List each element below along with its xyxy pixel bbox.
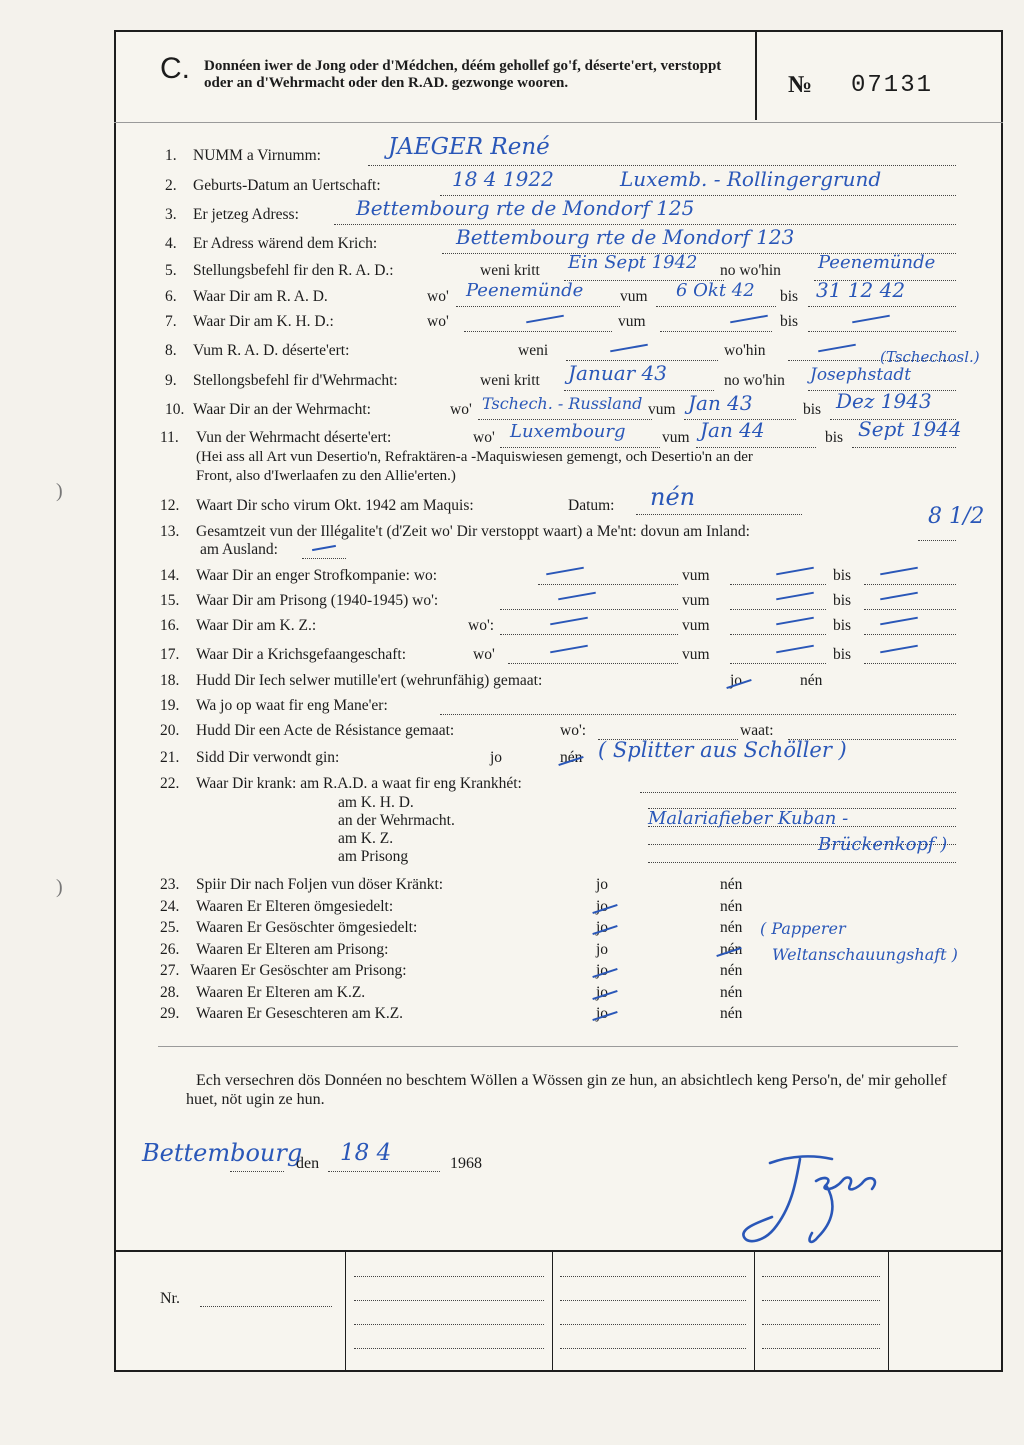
row-number: 8. (165, 342, 177, 359)
number-sign: № (788, 72, 813, 98)
option-jo: jo (596, 962, 609, 979)
fill-line (560, 1300, 746, 1301)
fill-line (918, 540, 956, 541)
row-number: 7. (165, 313, 177, 330)
row-label: Waaren Er Geseschteren am K.Z. (196, 1005, 404, 1022)
row-label: Waaren Er Elteren am Prisong: (196, 941, 389, 958)
section-letter: C. (160, 52, 190, 85)
fill-line (864, 634, 956, 635)
hw-des-wo: Luxembourg (510, 421, 626, 442)
row-label: Waar Dir am R. A. D. (193, 288, 328, 305)
section-rule (158, 1046, 958, 1047)
row-label: Waar Dir am K. H. D.: (193, 313, 334, 330)
fill-line (730, 663, 826, 664)
fill-line (730, 634, 826, 635)
fill-line (200, 1306, 332, 1307)
option-jo: jo (596, 1005, 609, 1022)
row-label: wo' (427, 288, 449, 305)
fill-line (354, 1348, 544, 1349)
row-label: wo' (450, 401, 472, 418)
fill-line (230, 1171, 284, 1172)
row-label: Waar Dir an der Wehrmacht: (193, 401, 371, 418)
row-number: 4. (165, 235, 177, 252)
punch-hole-mark: ) (56, 876, 63, 898)
hw-wound: ( Splitter aus Schöller ) (598, 738, 847, 762)
option-nen: nén (720, 919, 743, 936)
option-nen: nén (800, 672, 823, 689)
fill-line (762, 1276, 880, 1277)
hw-side-note-1: ( Papperer (760, 919, 846, 938)
hw-day: 18 4 (340, 1140, 392, 1166)
fill-line (640, 792, 956, 793)
hw-rad-wo: Peenemünde (466, 280, 584, 301)
row-label: Er jetzeg Adress: (193, 206, 299, 223)
option-jo: jo (596, 876, 609, 893)
row-label: vum (682, 646, 710, 663)
option-nen: nén (720, 941, 743, 958)
fill-line (636, 514, 802, 515)
row-number: 9. (165, 372, 177, 389)
row-label: Waar Dir am K. Z.: (196, 617, 317, 634)
option-jo: jo (596, 984, 609, 1001)
row-label: wo': (560, 722, 587, 739)
hw-side-note-2: Weltanschauungshaft ) (772, 945, 958, 964)
hw-birth-date: 18 4 1922 (452, 167, 554, 191)
row-label: weni (518, 342, 549, 359)
fill-line (440, 714, 956, 715)
footer-divider (888, 1250, 889, 1372)
row-label: Waar Dir a Krichsgefaangeschaft: (196, 646, 407, 663)
option-nen: nén (720, 876, 743, 893)
row-label: vum (682, 567, 710, 584)
row-label: Waart Dir scho virum Okt. 1942 am Maquis: (196, 497, 474, 514)
option-jo: jo (596, 941, 609, 958)
row-number: 21. (160, 749, 180, 766)
row-label: wo': (468, 617, 495, 634)
signature (722, 1145, 892, 1255)
hw-wm-where-2: (Tschechosl.) (880, 348, 980, 366)
hw-wm-from: Jan 43 (688, 391, 753, 415)
row-number: 5. (165, 262, 177, 279)
fill-line (500, 634, 678, 635)
row-number: 17. (160, 646, 180, 663)
row-label: bis (780, 313, 799, 330)
row-label: am Ausland: (200, 541, 278, 558)
row-label: vum (662, 429, 690, 446)
row-label: bis (825, 429, 844, 446)
fill-line (560, 1324, 746, 1325)
option-nen: nén (720, 1005, 743, 1022)
row-label: Waar Dir krank: am R.A.D. a waat fir eng Krankhét: (196, 775, 522, 792)
fill-line (730, 609, 826, 610)
row-number: 29. (160, 1005, 180, 1022)
row-label: vum (682, 617, 710, 634)
row-number: 3. (165, 206, 177, 223)
row-number: 19. (160, 697, 180, 714)
row-number: 22. (160, 775, 180, 792)
hw-rad-from: 6 Okt 42 (676, 280, 755, 301)
fill-line (508, 663, 678, 664)
option-nen: nén (560, 749, 583, 766)
row-sub-label: am Prisong (338, 848, 409, 865)
row-number: 26. (160, 941, 180, 958)
fill-line (478, 419, 652, 420)
row-label: wo' (427, 313, 449, 330)
row-number: 24. (160, 898, 180, 915)
row-label: vum (620, 288, 648, 305)
hw-wm-wo: Tschech. - Russland (482, 394, 643, 413)
fill-line (456, 306, 620, 307)
row-label: Wa jo op waat fir eng Mane'er: (196, 697, 388, 714)
row-label: Waaren Er Elteren am K.Z. (196, 984, 366, 1001)
row-label: Spiir Dir nach Foljen vun döser Kränkt: (196, 876, 444, 893)
footer-nr-label: Nr. (160, 1290, 180, 1307)
option-jo: jo (596, 919, 609, 936)
row-label: NUMM a Virnumm: (193, 147, 321, 164)
fill-line (660, 331, 772, 332)
row-number: 13. (160, 523, 180, 540)
row-number: 18. (160, 672, 180, 689)
fill-line (354, 1324, 544, 1325)
section-title: Donnéen iwer de Jong oder d'Médchen, déém gehollef go'f, déserte'ert, verstoppt oder an d'Wehrmacht oder den R.AD. gezwonge wooren. (204, 58, 722, 91)
year-label: 1968 (450, 1155, 482, 1172)
fill-line (762, 1300, 880, 1301)
row-number: 20. (160, 722, 180, 739)
fill-line (538, 584, 678, 585)
option-jo: jo (490, 749, 503, 766)
row-number: 25. (160, 919, 180, 936)
footer-rule (114, 1250, 1003, 1252)
hw-wm-where: Josephstadt (810, 365, 912, 385)
row-label: weni kritt (480, 262, 540, 279)
row-sub-label: am K. Z. (338, 830, 394, 847)
row-label: Stellongsbefehl fir d'Wehrmacht: (193, 372, 398, 389)
footer-divider (754, 1250, 755, 1372)
row-label: waat: (740, 722, 774, 739)
row-label: Sidd Dir verwondt gin: (196, 749, 340, 766)
row-number: 1. (165, 147, 177, 164)
fill-line (808, 331, 956, 332)
row-number: 2. (165, 177, 177, 194)
option-nen: nén (720, 984, 743, 1001)
row-label: no wo'hin (720, 262, 781, 279)
hw-address-war: Bettembourg rte de Mondorf 123 (456, 225, 795, 249)
row-label: Waaren Er Elteren ömgesiedelt: (196, 898, 394, 915)
row-label: bis (833, 567, 852, 584)
hw-des-to: Sept 1944 (858, 417, 962, 441)
hw-maquis: nén (650, 483, 696, 511)
row-label: Stellungsbefehl fir den R. A. D.: (193, 262, 394, 279)
row-label: vum (682, 592, 710, 609)
row-note: Front, also d'Iwerlaafen zu den Allie'erten.) (196, 468, 456, 484)
fill-line (500, 609, 678, 610)
fill-line (852, 447, 956, 448)
row-sub-label: an der Wehrmacht. (338, 812, 455, 829)
row-label: wo' (473, 429, 495, 446)
row-number: 6. (165, 288, 177, 305)
row-label: wo' (473, 646, 495, 663)
row-label: vum (648, 401, 676, 418)
date-label: den (296, 1155, 320, 1172)
fill-line (808, 306, 956, 307)
punch-hole-mark: ) (56, 480, 63, 502)
fill-line (368, 165, 956, 166)
row-label: Hudd Dir Iech selwer mutille'ert (wehrunfähig) gemaat: (196, 672, 543, 689)
fill-line (560, 1348, 746, 1349)
fill-line (762, 1324, 880, 1325)
hw-rad-when: Ein Sept 1942 (568, 252, 698, 273)
hw-des-from: Jan 44 (700, 418, 765, 442)
declaration-text: Ech versechren dös Donnéen no beschtem Wöllen a Wössen gin ze hun, an absichtlech keng Perso'n, de' mir gehollef huet, nöt ugin ze hun. (186, 1072, 947, 1108)
option-jo: jo (730, 672, 743, 689)
row-label: Waar Dir am Prisong (1940-1945) wo': (196, 592, 439, 609)
fill-line (648, 862, 956, 863)
form-number: 07131 (851, 72, 934, 99)
row-label: wo'hin (724, 342, 766, 359)
hw-address-now: Bettembourg rte de Mondorf 125 (356, 196, 695, 220)
row-number: 27. (160, 962, 180, 979)
fill-line (864, 584, 956, 585)
hw-wm-to: Dez 1943 (836, 389, 932, 413)
fill-line (464, 331, 612, 332)
footer-divider (552, 1250, 553, 1372)
header-rule (114, 122, 756, 123)
hw-rad-where: Peenemünde (818, 252, 936, 273)
row-label: Waaren Er Gesöschter ömgesiedelt: (196, 919, 418, 936)
footer-divider (345, 1250, 346, 1372)
option-jo: jo (596, 898, 609, 915)
option-nen: nén (720, 962, 743, 979)
option-nen: nén (720, 898, 743, 915)
row-label: bis (780, 288, 799, 305)
row-number: 10. (165, 401, 185, 418)
row-label: Vum R. A. D. déserte'ert: (193, 342, 350, 359)
row-label: Waar Dir an enger Strofkompanie: wo: (196, 567, 438, 584)
row-number: 12. (160, 497, 180, 514)
fill-line (328, 1171, 440, 1172)
row-label: Gesamtzeit vun der Illégalite't (d'Zeit wo' Dir verstoppt waart) a Me'nt: dovun am Inland: (196, 523, 750, 540)
row-number: 15. (160, 592, 180, 609)
hw-place: Bettembourg (142, 1139, 303, 1167)
fill-line (864, 663, 956, 664)
row-label: Er Adress wärend dem Krich: (193, 235, 378, 252)
hw-wm-when: Januar 43 (568, 361, 667, 385)
fill-line (864, 609, 956, 610)
row-number: 16. (160, 617, 180, 634)
row-label: bis (833, 617, 852, 634)
row-label: Datum: (568, 497, 615, 514)
row-label: bis (833, 646, 852, 663)
row-label: Vun der Wehrmacht déserte'ert: (196, 429, 392, 446)
row-number: 14. (160, 567, 180, 584)
header-divider (755, 32, 757, 120)
row-number: 28. (160, 984, 180, 1001)
hw-sickness-2: Brückenkopf ) (818, 834, 948, 855)
hw-name: JAEGER René (388, 134, 550, 160)
row-label: bis (833, 592, 852, 609)
header-rule-right (755, 122, 1003, 123)
hw-sickness-1: Malariafieber Kuban - (648, 808, 849, 829)
row-label: Geburts-Datum an Uertschaft: (193, 177, 381, 194)
row-sub-label: am K. H. D. (338, 794, 414, 811)
row-label: vum (618, 313, 646, 330)
row-note: (Hei ass all Art vun Desertio'n, Refraktären-a -Maquiswiesen gemengt, och Desertio'n an der (196, 449, 753, 465)
row-label: weni kritt (480, 372, 540, 389)
fill-line (560, 1276, 746, 1277)
fill-line (354, 1276, 544, 1277)
fill-line (354, 1300, 544, 1301)
row-number: 11. (160, 429, 179, 446)
row-label: Hudd Dir een Acte de Résistance gemaat: (196, 722, 455, 739)
row-number: 23. (160, 876, 180, 893)
row-label: Waaren Er Gesöschter am Prisong: (190, 962, 407, 979)
row-label: no wo'hin (724, 372, 785, 389)
fill-line (730, 584, 826, 585)
hw-rad-to: 31 12 42 (816, 278, 906, 302)
fill-line (762, 1348, 880, 1349)
fill-line (656, 306, 776, 307)
hw-birth-place: Luxemb. - Rollingergrund (620, 167, 882, 191)
fill-line (302, 558, 346, 559)
hw-inland: 8 1/2 (928, 504, 985, 529)
row-label: bis (803, 401, 822, 418)
